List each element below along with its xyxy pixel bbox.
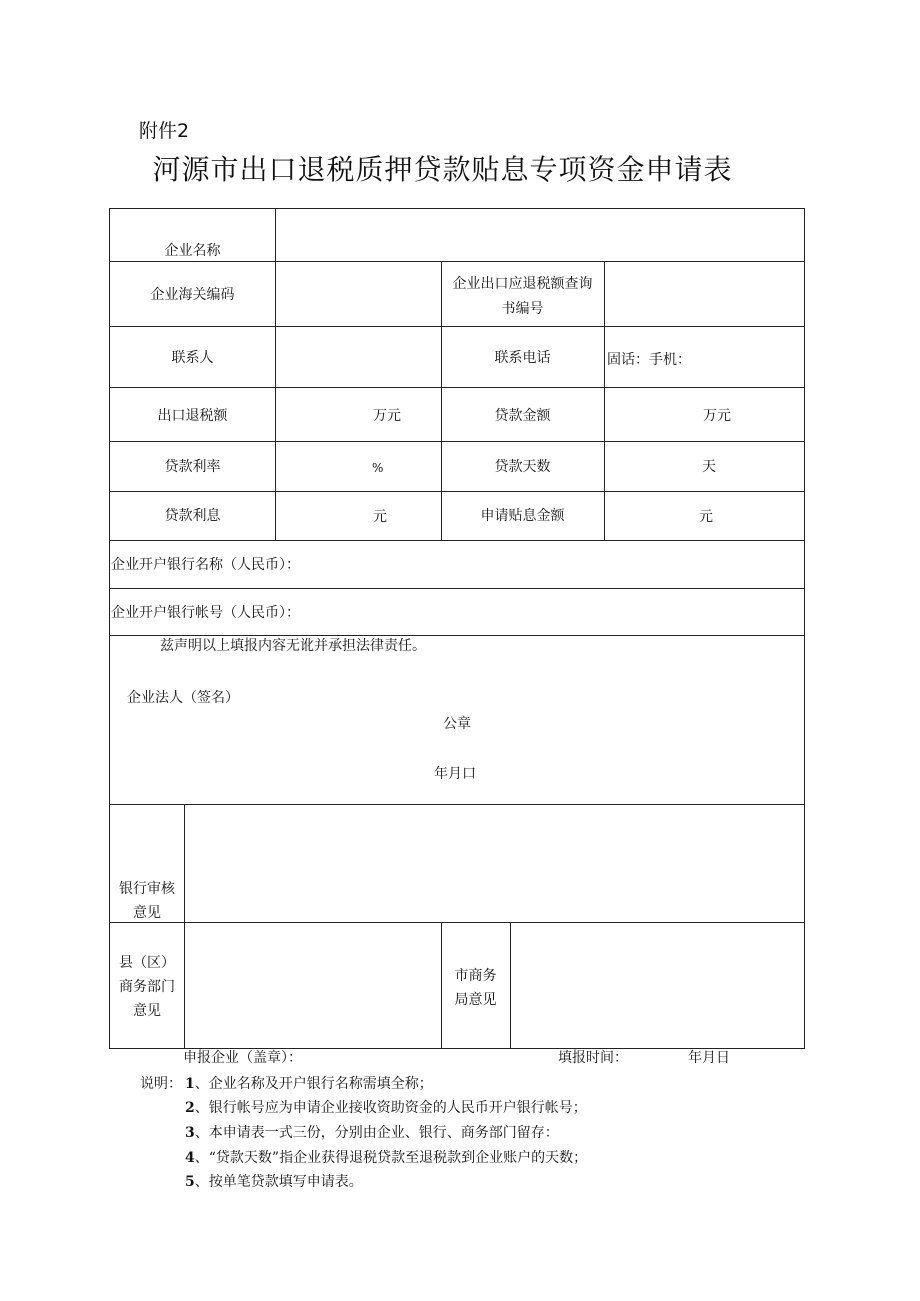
fill-date: 年月日 [688,1050,730,1066]
phone-label: 联系电话 [494,350,551,366]
company-name-label: 企业名称 [164,243,221,259]
refund-query-label-line2: 书编号 [501,301,544,317]
note-item: 4、“贷款天数”指企业获得退税贷款至退税款到企业账户的天数； [185,1150,588,1166]
city-opinion-label-line1: 市商务 [454,968,497,984]
phone-value[interactable]: 固话：手机： [607,352,691,368]
loan-amount-label: 贷款金额 [494,408,551,424]
loan-amount-unit[interactable]: 万元 [703,408,731,424]
note-item: 5、按单笔贷款填写申请表。 [185,1174,363,1190]
refund-amount-label: 出口退税额 [157,408,228,424]
loan-interest-unit[interactable]: 元 [373,509,387,525]
refund-amount-unit[interactable]: 万元 [373,408,401,424]
note-item: 1、企业名称及开户银行名称需填全称； [185,1076,433,1092]
customs-code-label: 企业海关编码 [150,287,235,303]
declaration-date: 年月口 [434,766,476,782]
bank-opinion-label-line2: 意见 [133,905,161,921]
county-opinion-label-line3: 意见 [133,1003,161,1019]
applicant-seal: 申报企业（盖章）： [183,1050,302,1066]
bank-opinion-input[interactable] [185,805,804,922]
loan-days-label: 贷款天数 [494,459,551,475]
fill-time-label: 填报时间： [558,1050,628,1066]
page-title: 河源市出口退税质押贷款贴息专项资金申请表 [152,153,733,186]
bank-opinion-label-line1: 银行审核 [119,881,175,897]
county-opinion-label-line2: 商务部门 [119,979,175,995]
city-opinion-label-line2: 局意见 [454,992,497,1008]
contact-label: 联系人 [171,350,214,366]
subsidy-amount-unit[interactable]: 元 [699,509,713,525]
company-name-input[interactable] [276,209,804,261]
loan-rate-label: 贷款利率 [164,459,221,475]
city-opinion-input[interactable] [511,923,804,1048]
subsidy-amount-label: 申请贴息金额 [480,508,565,524]
legal-person-signature[interactable]: 企业法人（签名） [127,690,239,706]
seal-label: 公章 [443,716,471,732]
application-form [109,208,805,1049]
note-item: 2、银行帐号应为申请企业接收资助资金的人民币开户银行帐号； [185,1100,587,1116]
refund-query-input[interactable] [605,262,804,326]
bank-account-field[interactable]: 企业开户银行帐号（人民币）： [111,605,300,621]
county-opinion-input[interactable] [185,923,441,1048]
loan-days-unit[interactable]: 天 [702,459,716,475]
refund-query-label-line1: 企业出口应退税额查询 [452,276,593,292]
county-opinion-label-line1: 县（区） [119,955,175,971]
notes-label: 说明： [140,1076,182,1092]
contact-input[interactable] [276,327,441,387]
bank-name-field[interactable]: 企业开户银行名称（人民币）： [111,557,300,573]
loan-interest-label: 贷款利息 [164,508,221,524]
declaration-statement: 兹声明以上填报内容无讹并承担法律责任。 [160,638,426,654]
attachment-label: 附件2 [139,120,190,142]
note-item: 3、本申请表一式三份，分别由企业、银行、商务部门留存： [185,1125,559,1141]
loan-rate-unit[interactable]: % [372,461,384,475]
customs-code-input[interactable] [276,262,441,326]
